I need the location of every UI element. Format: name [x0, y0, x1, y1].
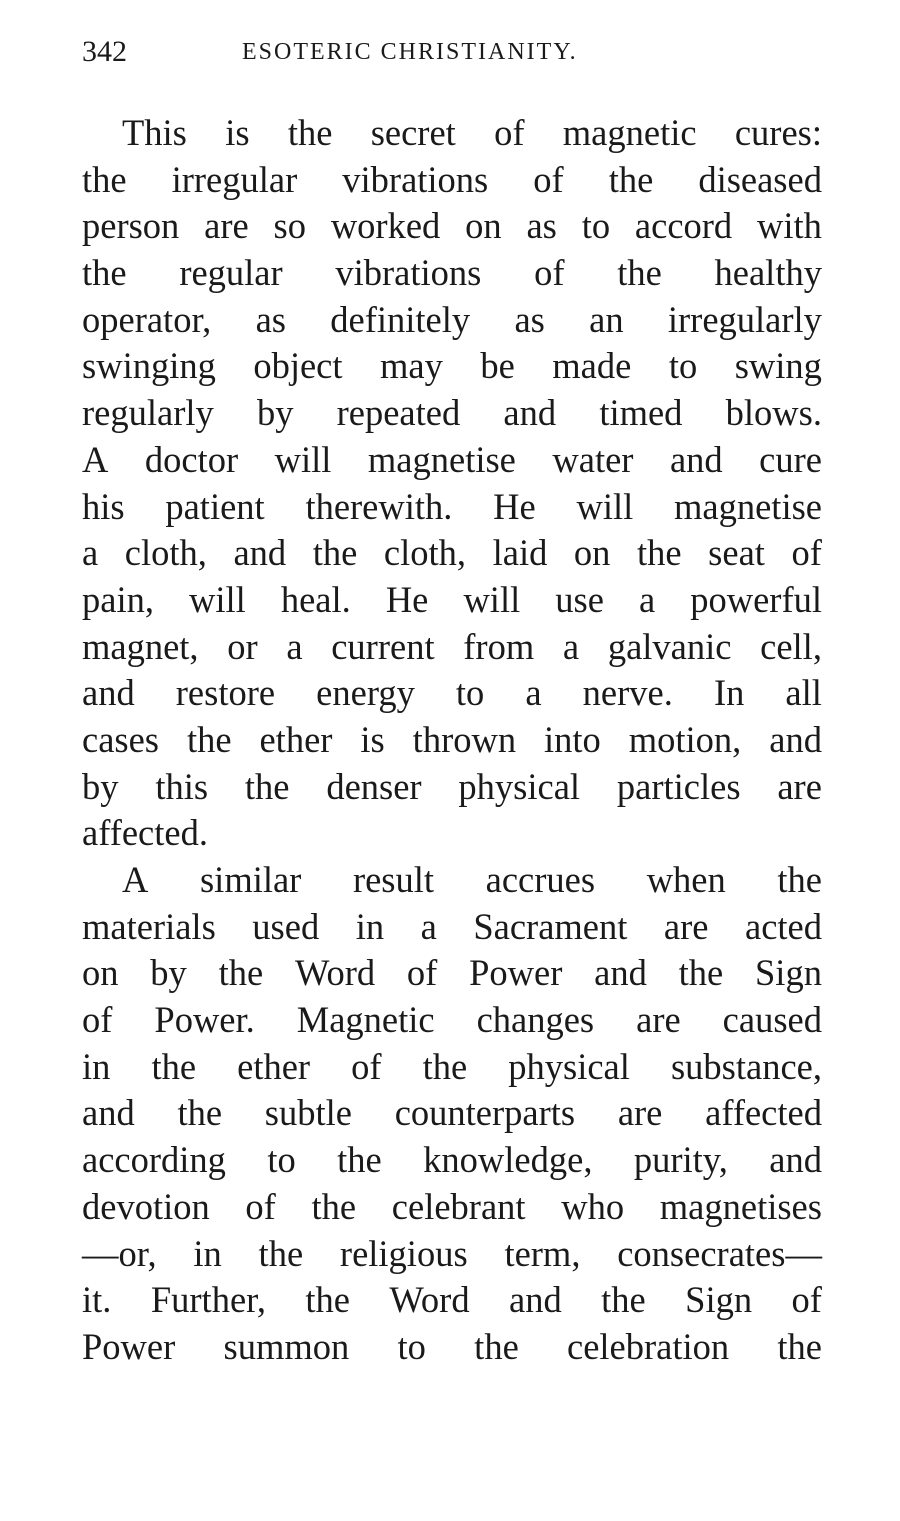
- text-line: affected.: [82, 812, 208, 854]
- text-line: it. Further, the Word and the Sign of: [82, 1279, 822, 1321]
- running-title: ESOTERIC CHRISTIANITY.: [242, 39, 578, 65]
- text-line: his patient therewith. He will magnetise: [82, 485, 822, 527]
- text-line: and the subtle counterparts are affected: [82, 1092, 822, 1134]
- text-line: Power summon to the celebration the: [82, 1325, 822, 1367]
- text-line: on by the Word of Power and the Sign: [82, 952, 822, 994]
- text-line: in the ether of the physical substance,: [82, 1045, 822, 1087]
- running-head: [82, 34, 822, 70]
- text-line: devotion of the celebrant who magnetises: [82, 1185, 822, 1227]
- text-line: magnet, or a current from a galvanic cell,: [82, 625, 822, 667]
- text-line: A doctor will magnetise water and cure: [82, 438, 822, 480]
- text-line: pain, will heal. He will use a powerful: [82, 578, 822, 620]
- text-line: person are so worked on as to accord with: [82, 205, 822, 247]
- text-line: operator, as definitely as an irregularly: [82, 298, 822, 340]
- text-line: of Power. Magnetic changes are caused: [82, 999, 822, 1041]
- text-line: cases the ether is thrown into motion, and: [82, 718, 822, 760]
- text-line: the irregular vibrations of the diseased: [82, 158, 822, 200]
- text-line: —or, in the religious term, consecrates—: [82, 1232, 822, 1274]
- text-line: swinging object may be made to swing: [82, 345, 822, 387]
- body-text: [82, 110, 822, 1371]
- text-line: regularly by repeated and timed blows.: [82, 392, 822, 434]
- text-line: the regular vibrations of the healthy: [82, 252, 822, 294]
- text-line: a cloth, and the cloth, laid on the seat of: [82, 532, 822, 574]
- book-page: [82, 34, 822, 1371]
- text-line: according to the knowledge, purity, and: [82, 1139, 822, 1181]
- text-line: A similar result accrues when the: [122, 859, 822, 900]
- text-line: by this the denser physical particles are: [82, 765, 822, 807]
- text-line: materials used in a Sacrament are acted: [82, 905, 822, 947]
- text-line: This is the secret of magnetic cures:: [122, 112, 822, 153]
- page-number: 342: [82, 35, 127, 68]
- text-line: and restore energy to a nerve. In all: [82, 672, 822, 714]
